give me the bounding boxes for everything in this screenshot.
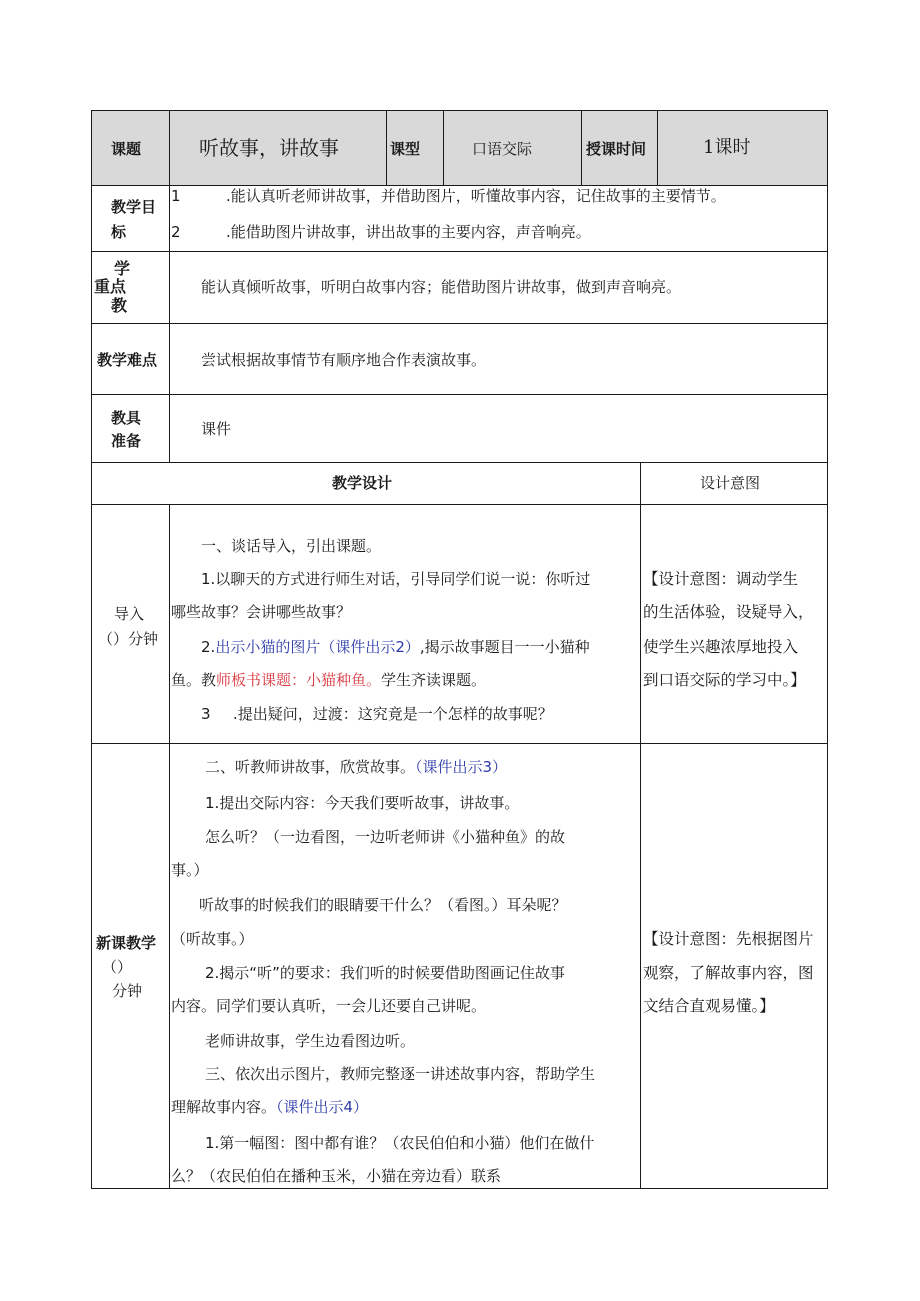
table-rule (91, 110, 828, 111)
intro-paragraph: .提出疑问，过渡：这究竟是一个怎样的故事呢？ (233, 705, 553, 723)
table-rule (91, 1188, 828, 1189)
board-note: 师板书课题：小猫种鱼。 (216, 671, 382, 689)
intro-text: ,揭示故事题目一一小猫种 (419, 638, 590, 656)
newlesson-intent: 文结合直观易懂。】 (643, 997, 775, 1015)
type-value: 口语交际 (472, 140, 533, 158)
key-points-label: 学 (114, 259, 131, 278)
table-rule (91, 394, 828, 395)
newlesson-label: （） (102, 958, 133, 976)
table-rule (443, 110, 444, 186)
intro-label: 导入 (114, 605, 145, 623)
table-rule (91, 743, 828, 744)
table-rule (169, 110, 170, 463)
table-rule (91, 504, 828, 505)
design-header: 教学设计 (332, 474, 393, 492)
newlesson-intent: 【设计意图：先根据图片 (643, 930, 814, 948)
table-rule (91, 323, 828, 324)
table-rule (657, 110, 658, 186)
courseware-note: （课件出示4） (276, 1098, 369, 1116)
newlesson-paragraph (171, 1097, 368, 1117)
key-points-text: 能认真倾听故事，听明白故事内容；能借助图片讲故事，做到声音响亮。 (201, 278, 682, 296)
intro-paragraph: 哪些故事？会讲哪些故事？ (171, 603, 352, 621)
table-rule (581, 110, 582, 186)
newlesson-paragraph: 事。） (171, 861, 209, 879)
newlesson-paragraph: 怎么听？（一边看图，一边听老师讲《小猫种鱼》的故 (205, 828, 566, 846)
topic-label: 课题 (111, 140, 142, 158)
intro-label: （）分钟 (98, 630, 159, 648)
newlesson-paragraph: 老师讲故事，学生边看图边听。 (205, 1032, 416, 1050)
table-rule (386, 110, 387, 186)
courseware-note: （课件出示3） (415, 758, 508, 776)
intro-intent: 的生活体验，设疑导入， (643, 603, 814, 621)
newlesson-paragraph: 听故事的时候我们的眼睛要干什么？（看图。）耳朵呢？ (199, 896, 567, 914)
table-rule (91, 462, 828, 463)
intro-intent: 到口语交际的学习中。】 (643, 671, 806, 689)
newlesson-paragraph: 三、依次出示图片，教师完整逐一讲述故事内容，帮助学生 (205, 1065, 596, 1083)
table-rule (91, 110, 92, 1189)
intro-paragraph: 一、谈话导入，引出课题。 (201, 537, 382, 555)
goal-text: .能认真听老师讲故事，并借助图片，听懂故事内容，记住故事的主要情节。 (226, 187, 726, 205)
intent-header: 设计意图 (700, 474, 761, 492)
newlesson-paragraph: （听故事。） (171, 930, 254, 948)
table-rule (169, 504, 170, 1189)
newlesson-paragraph: 2.揭示“听”的要求：我们听的时候要借助图画记住故事 (205, 964, 565, 982)
table-rule (91, 251, 828, 252)
newlesson-label: 新课教学 (96, 934, 157, 952)
newlesson-paragraph: 内容。同学们要认真听，一会儿还要自己讲呢。 (171, 997, 487, 1015)
topic-value: 听故事，讲故事 (199, 136, 339, 160)
tools-text: 课件 (201, 420, 232, 438)
difficulty-label: 教学难点 (97, 351, 158, 369)
intro-intent: 【设计意图：调动学生 (643, 570, 799, 588)
goal-number: 2 (171, 223, 181, 241)
tools-label: 教具 (111, 409, 142, 427)
intro-intent: 使学生兴趣浓厚地投入 (643, 638, 799, 656)
intro-paragraph: 1.以聊天的方式进行师生对话，引导同学们说一说：你听过 (201, 570, 591, 588)
type-label: 课型 (390, 140, 421, 158)
goal-text: .能借助图片讲故事，讲出故事的主要内容，声音响亮。 (226, 223, 591, 241)
courseware-note: 出示小猫的图片（课件出示2） (215, 638, 420, 656)
goals-label: 教学目 (111, 198, 157, 216)
time-value: 1课时 (703, 137, 751, 158)
newlesson-intent: 观察，了解故事内容，图 (643, 964, 814, 982)
goals-label: 标 (111, 223, 127, 241)
newlesson-paragraph (205, 757, 507, 777)
intro-text: 鱼。教 (171, 671, 217, 689)
newlesson-paragraph: 么？（农民伯伯在播种玉米，小猫在旁边看）联系 (171, 1167, 502, 1185)
intro-paragraph (171, 670, 486, 690)
newlesson-text: 理解故事内容。 (171, 1098, 277, 1116)
difficulty-text: 尝试根据故事情节有顺序地合作表演故事。 (201, 351, 487, 369)
newlesson-paragraph: 1.第一幅图：图中都有谁？（农民伯伯和小猫）他们在做什 (205, 1134, 595, 1152)
newlesson-label: 分钟 (112, 982, 143, 1000)
time-label: 授课时间 (586, 140, 647, 158)
newlesson-paragraph: 1.提出交际内容：今天我们要听故事，讲故事。 (205, 794, 520, 812)
intro-step-number: 3 (201, 705, 211, 723)
table-rule (827, 110, 828, 1189)
tools-label: 准备 (111, 432, 142, 450)
newlesson-text: 二、听教师讲故事，欣赏故事。 (205, 758, 416, 776)
intro-paragraph (201, 637, 590, 657)
key-points-label: 重点 (94, 277, 127, 296)
intro-text: 学生齐读课题。 (381, 671, 487, 689)
intro-step-number: 2. (201, 638, 216, 656)
key-points-label: 教 (111, 296, 128, 315)
goal-number: 1 (171, 187, 181, 205)
table-rule (640, 462, 641, 1189)
